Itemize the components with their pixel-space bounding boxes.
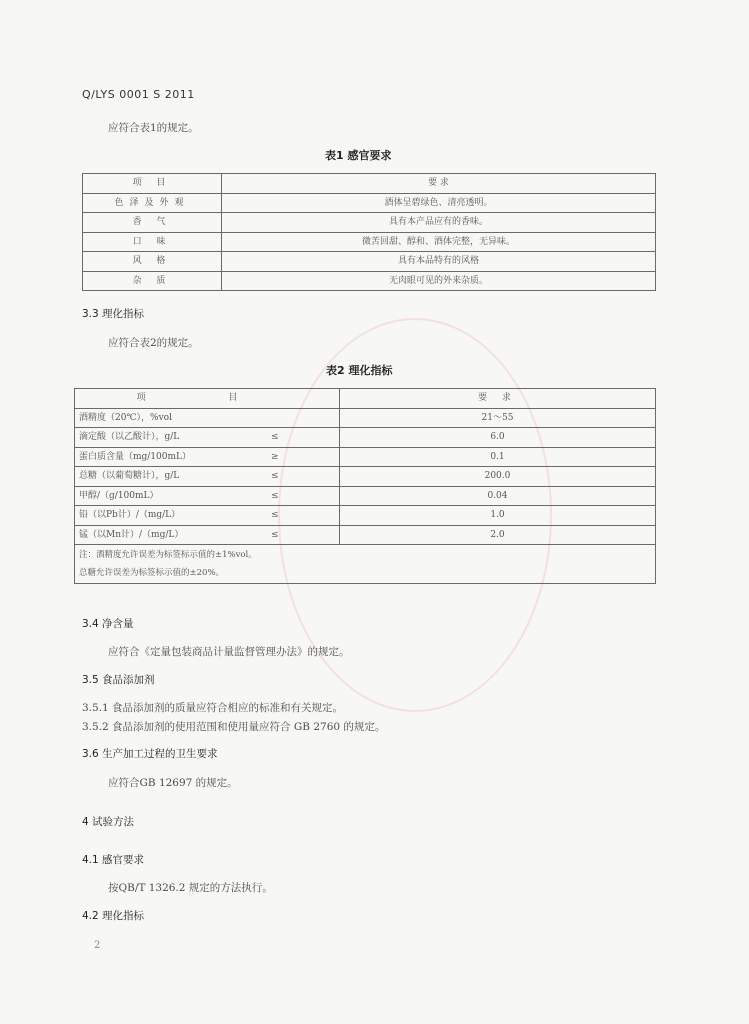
table-row (75, 525, 656, 545)
table-cell (75, 506, 340, 526)
section-3-6-text: 应符合GB 12697 的规定。 (108, 777, 238, 789)
standard-header: Q/LYS 0001 S 2011 (82, 88, 195, 101)
table-cell (75, 467, 340, 487)
table-row (75, 486, 656, 506)
table-row (75, 428, 656, 448)
table-cell: 杂 质 (83, 271, 222, 291)
section-3-4-title: 3.4 净含量 (82, 618, 134, 630)
table-cell: 2.0 (340, 525, 656, 545)
page-number: 2 (94, 940, 101, 951)
table-row (83, 213, 656, 233)
table-row (75, 467, 656, 487)
table-row (83, 193, 656, 213)
table-row (83, 252, 656, 272)
table-cell: 酒体呈碧绿色、清亮透明。 (222, 193, 656, 213)
table-header-row (75, 389, 656, 409)
table-cell: 6.0 (340, 428, 656, 448)
table-header-cell: 项 目 (83, 174, 222, 194)
table-row (83, 232, 656, 252)
table-cell (75, 408, 340, 428)
comparator: ≤ (271, 432, 279, 443)
table-note-row (75, 545, 656, 584)
table-row (75, 447, 656, 467)
item-label: 滴定酸（以乙酸计），g/L (79, 432, 180, 443)
section-3-5-2-text: 3.5.2 食品添加剂的使用范围和使用量应符合 GB 2760 的规定。 (82, 721, 386, 733)
table-cell: 香 气 (83, 213, 222, 233)
table-note (75, 545, 656, 584)
table-cell: 具有本产品应有的香味。 (222, 213, 656, 233)
comparator: ≤ (271, 471, 279, 482)
section-3-5-1-text: 3.5.1 食品添加剂的质量应符合相应的标准和有关规定。 (82, 702, 344, 714)
table-cell: 风 格 (83, 252, 222, 272)
comparator: ≤ (271, 490, 279, 501)
table-cell: 无肉眼可见的外来杂质。 (222, 271, 656, 291)
table-header-cell: 项 目 (75, 389, 340, 409)
table-cell (75, 486, 340, 506)
table-row (75, 506, 656, 526)
table-row (83, 271, 656, 291)
table2-caption: 表2 理化指标 (326, 364, 393, 377)
intro-text: 应符合表1的规定。 (108, 122, 199, 134)
table-cell (75, 525, 340, 545)
table-cell: 微苦回甜、醇和、酒体完整，无异味。 (222, 232, 656, 252)
table-cell: 200.0 (340, 467, 656, 487)
comparator: ≤ (271, 510, 279, 521)
table-cell: 0.04 (340, 486, 656, 506)
table-header-cell: 要 求 (222, 174, 656, 194)
table-row (75, 408, 656, 428)
section-3-6-title: 3.6 生产加工过程的卫生要求 (82, 748, 218, 760)
section-3-3-text: 应符合表2的规定。 (108, 337, 199, 349)
item-label: 酒精度（20℃），%vol (79, 412, 172, 423)
table-cell: 21～55 (340, 408, 656, 428)
section-4-2-title: 4.2 理化指标 (82, 910, 145, 922)
note-line: 注：酒精度允许误差为标签标示值的±1%vol。 (79, 550, 257, 560)
item-label: 蛋白质含量（mg/100mL） (79, 451, 192, 462)
physicochemical-table (74, 388, 656, 584)
section-3-4-text: 应符合《定量包装商品计量监督管理办法》的规定。 (108, 646, 350, 658)
table-cell: 0.1 (340, 447, 656, 467)
table-cell: 具有本品特有的风格 (222, 252, 656, 272)
table-header-cell: 要 求 (340, 389, 656, 409)
item-label: 铅（以Pb计）/（mg/L） (79, 510, 181, 521)
table1-caption: 表1 感官要求 (325, 149, 392, 162)
table-cell (75, 447, 340, 467)
section-4-title: 4 试验方法 (82, 816, 135, 828)
table-header-row (83, 174, 656, 194)
section-3-5-title: 3.5 食品添加剂 (82, 674, 155, 686)
section-4-1-text: 按QB/T 1326.2 规定的方法执行。 (108, 882, 273, 894)
item-label: 锰（以Mn计）/（mg/L） (79, 529, 184, 540)
comparator: ≥ (271, 451, 279, 462)
table-cell (75, 428, 340, 448)
table-cell: 口 味 (83, 232, 222, 252)
note-line: 总糖允许误差为标签标示值的±20%。 (79, 568, 225, 578)
section-3-3-title: 3.3 理化指标 (82, 308, 145, 320)
comparator: ≤ (271, 529, 279, 540)
sensory-table (82, 173, 656, 291)
item-label: 总糖（以葡萄糖计），g/L (79, 471, 180, 482)
table-cell: 色泽及外观 (83, 193, 222, 213)
table-cell: 1.0 (340, 506, 656, 526)
section-4-1-title: 4.1 感官要求 (82, 854, 145, 866)
item-label: 甲醇/（g/100mL） (79, 490, 159, 501)
